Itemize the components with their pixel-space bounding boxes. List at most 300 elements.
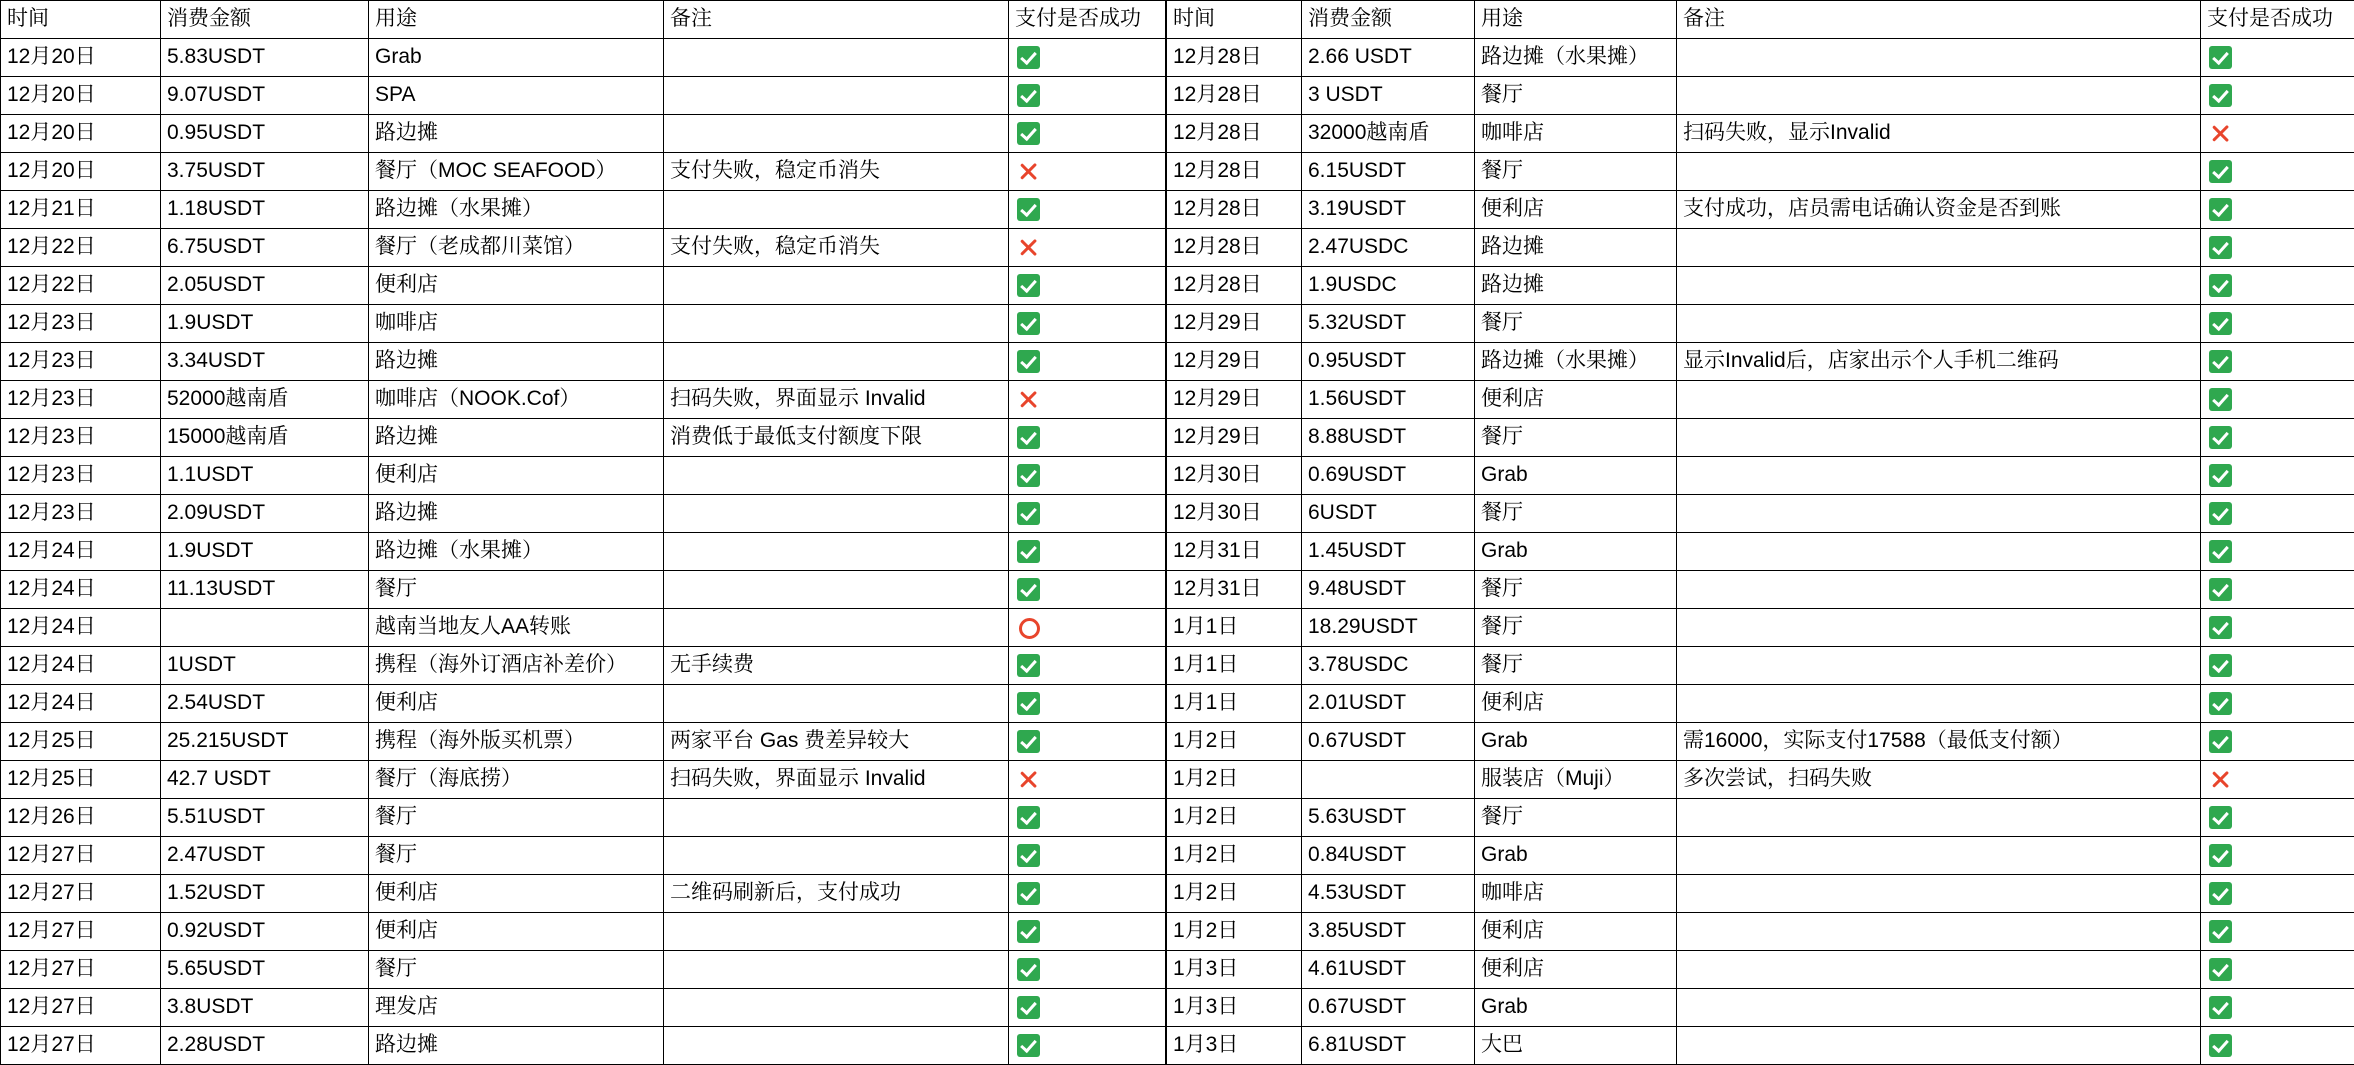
- payment-success-icon: [2209, 198, 2232, 221]
- cell-date: 12月20日: [1, 77, 161, 115]
- cell-use: 便利店: [369, 875, 664, 913]
- cell-amount: 3.85USDT: [1302, 913, 1475, 951]
- table-row: [1, 913, 1166, 951]
- column-header-date: 时间: [1167, 1, 1302, 39]
- cell-use: Grab: [1475, 723, 1677, 761]
- table-row: [1, 685, 1166, 723]
- cell-date: 1月2日: [1167, 761, 1302, 799]
- cell-note: [664, 305, 1009, 343]
- cell-status: [1009, 1027, 1166, 1065]
- payment-success-icon: [1017, 882, 1040, 905]
- table-row: [1167, 191, 2354, 229]
- cell-status: [1009, 343, 1166, 381]
- cell-date: 12月24日: [1, 685, 161, 723]
- cell-use: 餐厅（MOC SEAFOOD）: [369, 153, 664, 191]
- cell-note: [1677, 77, 2201, 115]
- cell-status: [1009, 457, 1166, 495]
- cell-use: 餐厅（海底捞）: [369, 761, 664, 799]
- cell-date: 12月28日: [1167, 153, 1302, 191]
- cell-use: 餐厅: [1475, 153, 1677, 191]
- cell-use: 路边摊（水果摊）: [369, 191, 664, 229]
- cell-use: 路边摊: [369, 343, 664, 381]
- cell-amount: 1.45USDT: [1302, 533, 1475, 571]
- cell-note: [664, 609, 1009, 647]
- cell-use: 路边摊: [1475, 267, 1677, 305]
- cell-amount: 18.29USDT: [1302, 609, 1475, 647]
- payment-success-icon: [2209, 730, 2232, 753]
- cell-date: 12月29日: [1167, 343, 1302, 381]
- cell-status: [2201, 77, 2354, 115]
- table-row: [1, 229, 1166, 267]
- column-header-use: 用途: [1475, 1, 1677, 39]
- cell-status: [1009, 381, 1166, 419]
- payment-success-icon: [1017, 350, 1040, 373]
- cell-amount: 2.28USDT: [161, 1027, 369, 1065]
- cell-amount: 5.32USDT: [1302, 305, 1475, 343]
- cell-amount: 6.75USDT: [161, 229, 369, 267]
- cell-note: [1677, 1027, 2201, 1065]
- table-row: [1167, 267, 2354, 305]
- payment-success-icon: [2209, 502, 2232, 525]
- cell-amount: 15000越南盾: [161, 419, 369, 457]
- cell-use: 咖啡店: [369, 305, 664, 343]
- cell-note: [1677, 229, 2201, 267]
- payment-success-icon: [1017, 274, 1040, 297]
- cell-status: [2201, 571, 2354, 609]
- cell-amount: 5.63USDT: [1302, 799, 1475, 837]
- cell-amount: 1.9USDT: [161, 305, 369, 343]
- cell-status: [2201, 533, 2354, 571]
- payment-success-icon: [2209, 1034, 2232, 1057]
- table-row: [1, 875, 1166, 913]
- table-row: [1, 761, 1166, 799]
- cell-amount: 3.75USDT: [161, 153, 369, 191]
- column-header-use: 用途: [369, 1, 664, 39]
- cell-status: [1009, 39, 1166, 77]
- cell-date: 12月26日: [1, 799, 161, 837]
- table-row: [1167, 761, 2354, 799]
- cell-use: 路边摊: [369, 495, 664, 533]
- cell-amount: 9.48USDT: [1302, 571, 1475, 609]
- cell-note: [664, 343, 1009, 381]
- payment-success-icon: [1017, 198, 1040, 221]
- cell-status: [2201, 1027, 2354, 1065]
- cell-amount: 32000越南盾: [1302, 115, 1475, 153]
- cell-amount: 8.88USDT: [1302, 419, 1475, 457]
- cell-note: 支付成功，店员需电话确认资金是否到账: [1677, 191, 2201, 229]
- cell-status: [1009, 951, 1166, 989]
- table-row: [1, 1027, 1166, 1065]
- cell-status: [1009, 913, 1166, 951]
- table-row: [1167, 229, 2354, 267]
- column-header-amount: 消费金额: [161, 1, 369, 39]
- cell-note: [1677, 381, 2201, 419]
- cell-amount: 4.53USDT: [1302, 875, 1475, 913]
- cell-date: 1月3日: [1167, 989, 1302, 1027]
- cell-status: [1009, 723, 1166, 761]
- cell-note: [664, 951, 1009, 989]
- cell-status: [1009, 609, 1166, 647]
- cell-date: 1月1日: [1167, 647, 1302, 685]
- cell-date: 12月31日: [1167, 533, 1302, 571]
- cell-amount: 2.47USDC: [1302, 229, 1475, 267]
- table-row: [1167, 571, 2354, 609]
- table-row: [1167, 913, 2354, 951]
- table-row: [1167, 457, 2354, 495]
- cell-date: 12月24日: [1, 533, 161, 571]
- cell-date: 12月27日: [1, 989, 161, 1027]
- cell-status: [2201, 951, 2354, 989]
- payment-success-icon: [1017, 730, 1040, 753]
- table-row: [1167, 39, 2354, 77]
- cell-note: [1677, 951, 2201, 989]
- table-row: [1, 191, 1166, 229]
- cell-note: 扫码失败，界面显示 Invalid: [664, 381, 1009, 419]
- cell-note: [1677, 647, 2201, 685]
- cell-use: 路边摊: [369, 419, 664, 457]
- cell-status: [2201, 419, 2354, 457]
- cell-status: [2201, 457, 2354, 495]
- cell-date: 1月2日: [1167, 799, 1302, 837]
- table-row: [1, 799, 1166, 837]
- payment-failed-icon: [1017, 768, 1040, 791]
- cell-note: [664, 837, 1009, 875]
- table-row: [1167, 1027, 2354, 1065]
- cell-note: [664, 989, 1009, 1027]
- cell-use: 便利店: [369, 685, 664, 723]
- cell-amount: 2.01USDT: [1302, 685, 1475, 723]
- cell-use: 餐厅: [369, 799, 664, 837]
- cell-use: Grab: [369, 39, 664, 77]
- cell-date: 12月20日: [1, 115, 161, 153]
- payment-success-icon: [2209, 996, 2232, 1019]
- payment-success-icon: [1017, 654, 1040, 677]
- cell-use: 路边摊（水果摊）: [1475, 343, 1677, 381]
- cell-amount: 0.69USDT: [1302, 457, 1475, 495]
- cell-date: 12月28日: [1167, 77, 1302, 115]
- payment-success-icon: [2209, 958, 2232, 981]
- cell-date: 12月23日: [1, 381, 161, 419]
- payment-failed-icon: [2209, 122, 2232, 145]
- cell-amount: 2.54USDT: [161, 685, 369, 723]
- table-header-row: [1167, 1, 2354, 39]
- cell-note: [1677, 685, 2201, 723]
- expense-table-right: [1166, 0, 2354, 1065]
- cell-note: [1677, 305, 2201, 343]
- cell-amount: 52000越南盾: [161, 381, 369, 419]
- cell-status: [1009, 533, 1166, 571]
- cell-date: 12月27日: [1, 837, 161, 875]
- cell-status: [2201, 799, 2354, 837]
- cell-date: 12月28日: [1167, 229, 1302, 267]
- payment-success-icon: [2209, 46, 2232, 69]
- cell-use: 便利店: [369, 267, 664, 305]
- payment-failed-icon: [1017, 160, 1040, 183]
- cell-use: 路边摊: [1475, 229, 1677, 267]
- cell-use: 咖啡店: [1475, 115, 1677, 153]
- payment-success-icon: [1017, 464, 1040, 487]
- cell-amount: 1.1USDT: [161, 457, 369, 495]
- cell-amount: 5.65USDT: [161, 951, 369, 989]
- cell-status: [2201, 913, 2354, 951]
- cell-use: 餐厅: [1475, 799, 1677, 837]
- payment-success-icon: [1017, 996, 1040, 1019]
- table-row: [1, 837, 1166, 875]
- cell-date: 12月29日: [1167, 305, 1302, 343]
- cell-note: [1677, 875, 2201, 913]
- cell-amount: 1USDT: [161, 647, 369, 685]
- cell-status: [1009, 229, 1166, 267]
- cell-use: SPA: [369, 77, 664, 115]
- cell-amount: [161, 609, 369, 647]
- cell-date: 12月25日: [1, 723, 161, 761]
- payment-success-icon: [2209, 654, 2232, 677]
- cell-note: [664, 571, 1009, 609]
- cell-status: [2201, 647, 2354, 685]
- payment-success-icon: [1017, 426, 1040, 449]
- cell-date: 12月28日: [1167, 191, 1302, 229]
- cell-amount: 25.215USDT: [161, 723, 369, 761]
- cell-use: 便利店: [369, 457, 664, 495]
- expense-table-left: [0, 0, 1166, 1065]
- cell-use: 餐厅: [1475, 495, 1677, 533]
- cell-amount: 3.19USDT: [1302, 191, 1475, 229]
- cell-date: 1月1日: [1167, 609, 1302, 647]
- cell-status: [2201, 609, 2354, 647]
- cell-note: [664, 533, 1009, 571]
- cell-status: [2201, 229, 2354, 267]
- cell-note: [1677, 267, 2201, 305]
- table-row: [1167, 153, 2354, 191]
- table-row: [1, 989, 1166, 1027]
- payment-success-icon: [1017, 844, 1040, 867]
- column-header-status: 支付是否成功: [2201, 1, 2354, 39]
- cell-status: [2201, 153, 2354, 191]
- table-row: [1167, 533, 2354, 571]
- cell-amount: 2.66 USDT: [1302, 39, 1475, 77]
- payment-success-icon: [2209, 844, 2232, 867]
- payment-success-icon: [1017, 312, 1040, 335]
- table-row: [1, 419, 1166, 457]
- cell-note: [1677, 913, 2201, 951]
- cell-status: [1009, 305, 1166, 343]
- table-row: [1, 609, 1166, 647]
- cell-note: 扫码失败，界面显示 Invalid: [664, 761, 1009, 799]
- table-row: [1167, 609, 2354, 647]
- cell-amount: 5.83USDT: [161, 39, 369, 77]
- cell-note: 支付失败，稳定币消失: [664, 153, 1009, 191]
- cell-amount: 11.13USDT: [161, 571, 369, 609]
- cell-note: [664, 1027, 1009, 1065]
- cell-amount: 1.9USDC: [1302, 267, 1475, 305]
- cell-note: [664, 191, 1009, 229]
- table-row: [1, 267, 1166, 305]
- cell-date: 12月29日: [1167, 381, 1302, 419]
- table-row: [1, 951, 1166, 989]
- cell-use: 餐厅: [369, 837, 664, 875]
- cell-use: 餐厅（老成都川菜馆）: [369, 229, 664, 267]
- payment-success-icon: [1017, 46, 1040, 69]
- cell-amount: 1.52USDT: [161, 875, 369, 913]
- cell-amount: 1.9USDT: [161, 533, 369, 571]
- cell-date: 12月22日: [1, 229, 161, 267]
- column-header-amount: 消费金额: [1302, 1, 1475, 39]
- cell-date: 1月2日: [1167, 837, 1302, 875]
- table-row: [1167, 875, 2354, 913]
- cell-status: [2201, 723, 2354, 761]
- cell-use: 理发店: [369, 989, 664, 1027]
- cell-status: [2201, 191, 2354, 229]
- cell-note: [1677, 571, 2201, 609]
- payment-failed-icon: [2209, 768, 2232, 791]
- cell-use: 便利店: [1475, 951, 1677, 989]
- cell-date: 1月3日: [1167, 1027, 1302, 1065]
- cell-use: Grab: [1475, 837, 1677, 875]
- cell-status: [1009, 685, 1166, 723]
- payment-success-icon: [2209, 882, 2232, 905]
- table-row: [1, 343, 1166, 381]
- cell-use: 便利店: [1475, 913, 1677, 951]
- cell-date: 12月23日: [1, 457, 161, 495]
- table-row: [1167, 799, 2354, 837]
- cell-status: [1009, 799, 1166, 837]
- cell-use: 餐厅: [1475, 77, 1677, 115]
- cell-date: 12月21日: [1, 191, 161, 229]
- cell-date: 12月28日: [1167, 39, 1302, 77]
- cell-status: [2201, 381, 2354, 419]
- table-row: [1167, 647, 2354, 685]
- cell-amount: 42.7 USDT: [161, 761, 369, 799]
- cell-use: 路边摊（水果摊）: [369, 533, 664, 571]
- table-row: [1, 647, 1166, 685]
- cell-date: 12月30日: [1167, 457, 1302, 495]
- cell-date: 12月28日: [1167, 267, 1302, 305]
- cell-use: 携程（海外订酒店补差价）: [369, 647, 664, 685]
- cell-status: [1009, 495, 1166, 533]
- payment-success-icon: [2209, 274, 2232, 297]
- cell-status: [2201, 343, 2354, 381]
- cell-date: 12月27日: [1, 913, 161, 951]
- cell-amount: 2.05USDT: [161, 267, 369, 305]
- table-row: [1, 723, 1166, 761]
- payment-failed-icon: [1017, 236, 1040, 259]
- cell-use: 餐厅: [1475, 647, 1677, 685]
- cell-note: [1677, 419, 2201, 457]
- cell-status: [2201, 761, 2354, 799]
- cell-date: 12月20日: [1, 39, 161, 77]
- cell-amount: 0.95USDT: [1302, 343, 1475, 381]
- cell-amount: 6.81USDT: [1302, 1027, 1475, 1065]
- cell-note: [664, 685, 1009, 723]
- cell-note: [664, 799, 1009, 837]
- cell-note: [664, 77, 1009, 115]
- cell-use: Grab: [1475, 533, 1677, 571]
- cell-amount: 6USDT: [1302, 495, 1475, 533]
- cell-date: 1月2日: [1167, 723, 1302, 761]
- table-row: [1167, 989, 2354, 1027]
- cell-status: [2201, 875, 2354, 913]
- payment-success-icon: [1017, 920, 1040, 943]
- cell-use: 便利店: [1475, 381, 1677, 419]
- table-row: [1, 457, 1166, 495]
- payment-success-icon: [2209, 616, 2232, 639]
- cell-note: [1677, 457, 2201, 495]
- payment-success-icon: [2209, 388, 2232, 411]
- cell-note: 扫码失败，显示Invalid: [1677, 115, 2201, 153]
- table-row: [1, 39, 1166, 77]
- cell-amount: 0.67USDT: [1302, 989, 1475, 1027]
- cell-date: 12月24日: [1, 609, 161, 647]
- cell-note: [1677, 609, 2201, 647]
- cell-amount: 3.78USDC: [1302, 647, 1475, 685]
- cell-status: [1009, 153, 1166, 191]
- table-row: [1167, 419, 2354, 457]
- cell-use: 服装店（Muji）: [1475, 761, 1677, 799]
- payment-success-icon: [2209, 806, 2232, 829]
- cell-note: [664, 267, 1009, 305]
- table-row: [1, 305, 1166, 343]
- cell-use: 餐厅: [1475, 419, 1677, 457]
- cell-date: 12月23日: [1, 419, 161, 457]
- table-row: [1, 571, 1166, 609]
- cell-date: 12月31日: [1167, 571, 1302, 609]
- cell-date: 12月30日: [1167, 495, 1302, 533]
- cell-note: [664, 39, 1009, 77]
- table-row: [1, 77, 1166, 115]
- payment-success-icon: [2209, 350, 2232, 373]
- cell-use: 餐厅: [369, 571, 664, 609]
- payment-success-icon: [2209, 540, 2232, 563]
- table-row: [1167, 685, 2354, 723]
- cell-date: 12月28日: [1167, 115, 1302, 153]
- cell-status: [1009, 571, 1166, 609]
- cell-note: [1677, 495, 2201, 533]
- cell-status: [2201, 305, 2354, 343]
- table-row: [1167, 381, 2354, 419]
- cell-note: 消费低于最低支付额度下限: [664, 419, 1009, 457]
- cell-note: 两家平台 Gas 费差异较大: [664, 723, 1009, 761]
- cell-use: Grab: [1475, 457, 1677, 495]
- cell-status: [1009, 761, 1166, 799]
- cell-date: 12月23日: [1, 343, 161, 381]
- column-header-note: 备注: [1677, 1, 2201, 39]
- cell-status: [1009, 875, 1166, 913]
- cell-note: [1677, 39, 2201, 77]
- payment-success-icon: [1017, 1034, 1040, 1057]
- cell-status: [2201, 39, 2354, 77]
- column-header-date: 时间: [1, 1, 161, 39]
- column-header-note: 备注: [664, 1, 1009, 39]
- cell-amount: 0.92USDT: [161, 913, 369, 951]
- cell-status: [1009, 191, 1166, 229]
- cell-note: [664, 115, 1009, 153]
- table-row: [1167, 495, 2354, 533]
- cell-date: 12月27日: [1, 1027, 161, 1065]
- payment-success-icon: [2209, 84, 2232, 107]
- cell-status: [1009, 77, 1166, 115]
- cell-amount: 5.51USDT: [161, 799, 369, 837]
- cell-use: 便利店: [1475, 685, 1677, 723]
- cell-status: [1009, 115, 1166, 153]
- cell-note: [1677, 799, 2201, 837]
- cell-use: 餐厅: [369, 951, 664, 989]
- cell-amount: 6.15USDT: [1302, 153, 1475, 191]
- cell-status: [1009, 837, 1166, 875]
- cell-note: 显示Invalid后，店家出示个人手机二维码: [1677, 343, 2201, 381]
- payment-success-icon: [1017, 692, 1040, 715]
- table-row: [1167, 723, 2354, 761]
- payment-success-icon: [2209, 578, 2232, 601]
